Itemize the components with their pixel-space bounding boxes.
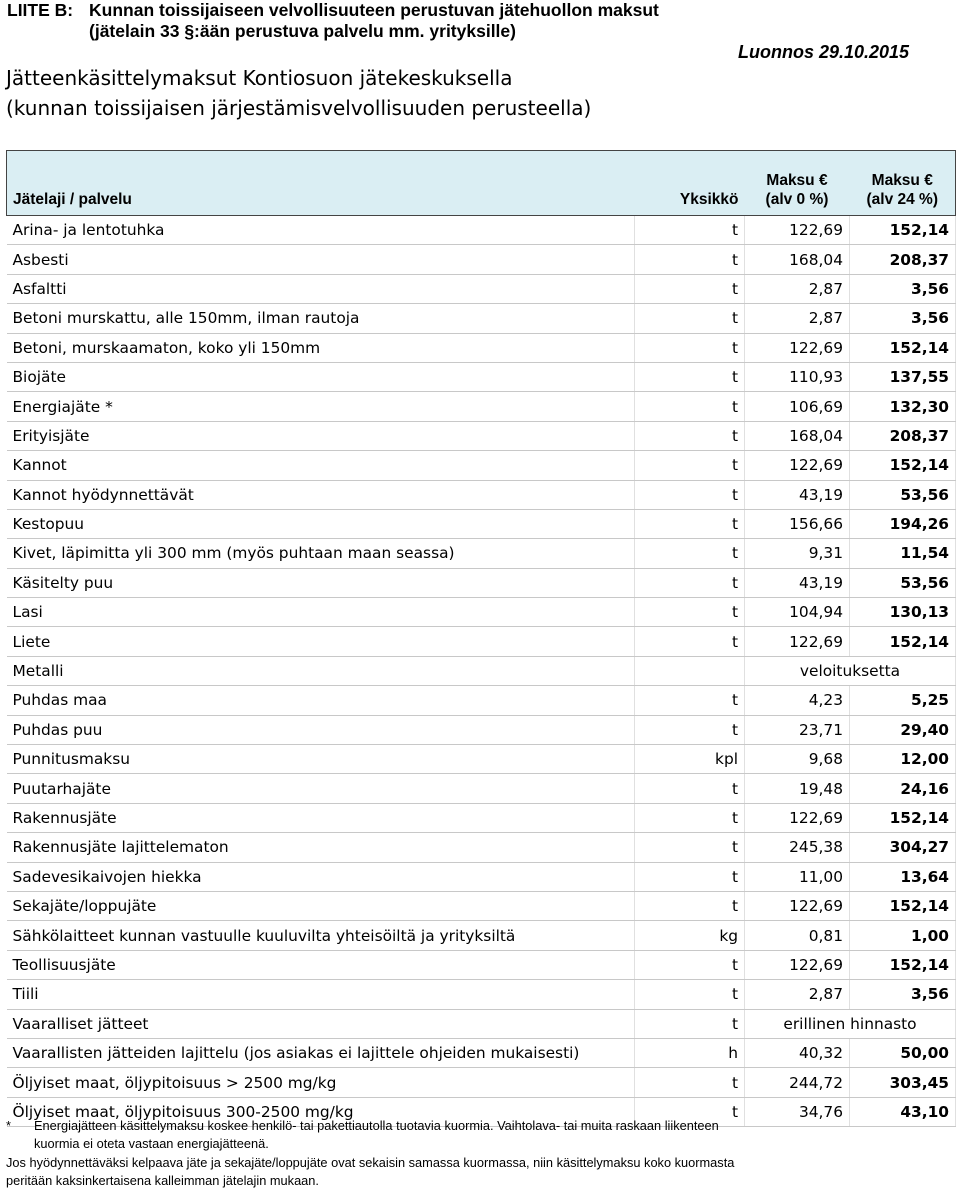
waste-type-cell: Puhdas puu	[7, 715, 635, 744]
table-row	[7, 627, 956, 656]
table-row	[7, 686, 956, 715]
waste-type-cell: Kannot	[7, 451, 635, 480]
footnote-mixed-line2: peritään kaksinkertaisena kalleimman jätelajin mukaan.	[6, 1173, 319, 1188]
unit-cell: t	[635, 1097, 745, 1126]
unit-cell: t	[635, 216, 745, 245]
footnote-mixed-load	[6, 1154, 906, 1190]
price-net-cell: 23,71	[745, 715, 850, 744]
price-gross-cell: 303,45	[850, 1068, 956, 1097]
price-net-cell: 43,19	[745, 480, 850, 509]
table-row	[7, 803, 956, 832]
waste-type-cell: Vaarallisten jätteiden lajittelu (jos asiakas ei lajittele ohjeiden mukaisesti)	[7, 1038, 635, 1067]
unit-cell: t	[635, 598, 745, 627]
table-row	[7, 774, 956, 803]
table-row	[7, 1068, 956, 1097]
price-gross-cell: 50,00	[850, 1038, 956, 1067]
appendix-header	[7, 0, 767, 21]
waste-type-cell: Puutarhajäte	[7, 774, 635, 803]
price-net-cell: 40,32	[745, 1038, 850, 1067]
price-net-cell: 122,69	[745, 627, 850, 656]
price-net-cell: 19,48	[745, 774, 850, 803]
price-gross-cell: 194,26	[850, 509, 956, 538]
table-row	[7, 274, 956, 303]
waste-type-cell: Öljyiset maat, öljypitoisuus 300-2500 mg/kg	[7, 1097, 635, 1126]
price-gross-cell: 152,14	[850, 451, 956, 480]
price-gross-cell: 3,56	[850, 274, 956, 303]
price-net-cell: 43,19	[745, 568, 850, 597]
waste-type-cell: Betoni, murskaamaton, koko yli 150mm	[7, 333, 635, 362]
waste-type-cell: Erityisjäte	[7, 421, 635, 450]
price-gross-cell: 29,40	[850, 715, 956, 744]
table-row	[7, 216, 956, 245]
price-gross-cell: 3,56	[850, 304, 956, 333]
unit-cell: t	[635, 421, 745, 450]
waste-type-cell: Kivet, läpimitta yli 300 mm (myös puhtaan maan seassa)	[7, 539, 635, 568]
waste-type-cell: Metalli	[7, 656, 635, 685]
page-title: Jätteenkäsittelymaksut Kontiosuon jätekeskuksella	[6, 66, 513, 90]
price-net-cell: 104,94	[745, 598, 850, 627]
table-row	[7, 362, 956, 391]
col-header-price-gross-line1: Maksu €	[871, 172, 933, 189]
table-row	[7, 921, 956, 950]
draft-date: Luonnos 29.10.2015	[738, 42, 910, 62]
table-row	[7, 421, 956, 450]
unit-cell: t	[635, 333, 745, 362]
table-row	[7, 656, 956, 685]
col-header-price-gross	[850, 151, 956, 216]
waste-type-cell: Energiajäte *	[7, 392, 635, 421]
unit-cell: t	[635, 392, 745, 421]
table-row	[7, 745, 956, 774]
price-net-cell: 156,66	[745, 509, 850, 538]
price-note-cell: veloituksetta	[745, 656, 956, 685]
waste-type-cell: Asbesti	[7, 245, 635, 274]
price-gross-cell: 12,00	[850, 745, 956, 774]
price-net-cell: 110,93	[745, 362, 850, 391]
waste-type-cell: Puhdas maa	[7, 686, 635, 715]
price-gross-cell: 53,56	[850, 480, 956, 509]
waste-type-cell: Betoni murskattu, alle 150mm, ilman rautoja	[7, 304, 635, 333]
table-header-row	[7, 151, 956, 216]
table-row	[7, 598, 956, 627]
table-row	[7, 862, 956, 891]
col-header-waste-type: Jätelaji / palvelu	[7, 151, 635, 216]
footnote-energy	[6, 1117, 906, 1153]
table-row	[7, 245, 956, 274]
waste-type-cell: Öljyiset maat, öljypitoisuus > 2500 mg/kg	[7, 1068, 635, 1097]
price-gross-cell: 13,64	[850, 862, 956, 891]
appendix-title-line2: (jätelain 33 §:ään perustuva palvelu mm. yrityksille)	[89, 21, 516, 41]
waste-type-cell: Rakennusjäte lajittelematon	[7, 833, 635, 862]
table-row	[7, 392, 956, 421]
waste-type-cell: Biojäte	[7, 362, 635, 391]
table-row	[7, 950, 956, 979]
footnote-star: *	[6, 1118, 11, 1133]
unit-cell: kpl	[635, 745, 745, 774]
waste-type-cell: Vaaralliset jätteet	[7, 1009, 635, 1038]
unit-cell: t	[635, 803, 745, 832]
price-gross-cell: 304,27	[850, 833, 956, 862]
waste-type-cell: Käsitelty puu	[7, 568, 635, 597]
price-gross-cell: 43,10	[850, 1097, 956, 1126]
waste-type-cell: Arina- ja lentotuhka	[7, 216, 635, 245]
price-gross-cell: 152,14	[850, 891, 956, 920]
price-gross-cell: 208,37	[850, 245, 956, 274]
appendix-title-line1: Kunnan toissijaiseen velvollisuuteen perustuvan jätehuollon maksut	[89, 0, 659, 20]
unit-cell: t	[635, 686, 745, 715]
waste-type-cell: Punnitusmaksu	[7, 745, 635, 774]
col-header-price-net	[745, 151, 850, 216]
price-net-cell: 0,81	[745, 921, 850, 950]
price-net-cell: 106,69	[745, 392, 850, 421]
table-row	[7, 891, 956, 920]
price-gross-cell: 132,30	[850, 392, 956, 421]
unit-cell: t	[635, 980, 745, 1009]
price-net-cell: 2,87	[745, 980, 850, 1009]
table-row	[7, 304, 956, 333]
unit-cell: t	[635, 1068, 745, 1097]
price-gross-cell: 53,56	[850, 568, 956, 597]
col-header-price-net-line2: (alv 0 %)	[765, 191, 829, 208]
waste-type-cell: Asfaltti	[7, 274, 635, 303]
unit-cell: t	[635, 862, 745, 891]
unit-cell: t	[635, 451, 745, 480]
price-net-cell: 2,87	[745, 304, 850, 333]
page-subtitle: (kunnan toissijaisen järjestämisvelvollisuuden perusteella)	[6, 96, 592, 120]
waste-type-cell: Kannot hyödynnettävät	[7, 480, 635, 509]
waste-type-cell: Liete	[7, 627, 635, 656]
price-net-cell: 168,04	[745, 245, 850, 274]
table-row	[7, 333, 956, 362]
price-note-cell: erillinen hinnasto	[745, 1009, 956, 1038]
table-row	[7, 539, 956, 568]
unit-cell: t	[635, 245, 745, 274]
col-header-unit: Yksikkö	[635, 151, 745, 216]
col-header-price-net-line1: Maksu €	[766, 172, 828, 189]
unit-cell	[635, 656, 745, 685]
waste-type-cell: Teollisuusjäte	[7, 950, 635, 979]
unit-cell: t	[635, 774, 745, 803]
table-row	[7, 1009, 956, 1038]
price-net-cell: 11,00	[745, 862, 850, 891]
unit-cell: t	[635, 509, 745, 538]
unit-cell: t	[635, 950, 745, 979]
price-net-cell: 245,38	[745, 833, 850, 862]
waste-type-cell: Kestopuu	[7, 509, 635, 538]
price-net-cell: 122,69	[745, 333, 850, 362]
waste-type-cell: Rakennusjäte	[7, 803, 635, 832]
unit-cell: t	[635, 480, 745, 509]
price-net-cell: 9,31	[745, 539, 850, 568]
waste-type-cell: Sadevesikaivojen hiekka	[7, 862, 635, 891]
waste-type-cell: Sähkölaitteet kunnan vastuulle kuuluvilta yhteisöiltä ja yrityksiltä	[7, 921, 635, 950]
waste-type-cell: Tiili	[7, 980, 635, 1009]
table-row	[7, 451, 956, 480]
price-net-cell: 244,72	[745, 1068, 850, 1097]
unit-cell: t	[635, 891, 745, 920]
table-row	[7, 480, 956, 509]
table-row	[7, 980, 956, 1009]
price-gross-cell: 130,13	[850, 598, 956, 627]
unit-cell: t	[635, 362, 745, 391]
unit-cell: t	[635, 715, 745, 744]
price-net-cell: 2,87	[745, 274, 850, 303]
price-gross-cell: 208,37	[850, 421, 956, 450]
price-gross-cell: 137,55	[850, 362, 956, 391]
footnote-energy-line2: kuormia ei oteta vastaan energiajätteenä.	[34, 1136, 269, 1151]
waste-type-cell: Lasi	[7, 598, 635, 627]
price-net-cell: 122,69	[745, 891, 850, 920]
table-row	[7, 1038, 956, 1067]
footnote-energy-line1: Energiajätteen käsittelymaksu koskee henkilö- tai pakettiautolla tuotavia kuormia. Vaihtolava- tai muita raskaan liikenteen	[34, 1118, 719, 1133]
price-net-cell: 168,04	[745, 421, 850, 450]
price-gross-cell: 3,56	[850, 980, 956, 1009]
price-net-cell: 122,69	[745, 216, 850, 245]
price-gross-cell: 1,00	[850, 921, 956, 950]
unit-cell: t	[635, 274, 745, 303]
price-net-cell: 34,76	[745, 1097, 850, 1126]
price-net-cell: 122,69	[745, 451, 850, 480]
unit-cell: kg	[635, 921, 745, 950]
price-gross-cell: 24,16	[850, 774, 956, 803]
unit-cell: t	[635, 1009, 745, 1038]
price-gross-cell: 152,14	[850, 216, 956, 245]
price-gross-cell: 11,54	[850, 539, 956, 568]
unit-cell: t	[635, 539, 745, 568]
table-row	[7, 509, 956, 538]
price-net-cell: 122,69	[745, 803, 850, 832]
table-row	[7, 715, 956, 744]
appendix-label: LIITE B:	[7, 0, 74, 20]
unit-cell: t	[635, 833, 745, 862]
price-gross-cell: 5,25	[850, 686, 956, 715]
price-gross-cell: 152,14	[850, 627, 956, 656]
price-gross-cell: 152,14	[850, 950, 956, 979]
col-header-price-gross-line2: (alv 24 %)	[866, 191, 938, 208]
price-net-cell: 4,23	[745, 686, 850, 715]
unit-cell: h	[635, 1038, 745, 1067]
price-gross-cell: 152,14	[850, 803, 956, 832]
unit-cell: t	[635, 627, 745, 656]
footnote-mixed-line1: Jos hyödynnettäväksi kelpaava jäte ja sekajäte/loppujäte ovat sekaisin samassa kuormassa, niin käsittelymaksu koko kuormasta	[6, 1155, 735, 1170]
price-gross-cell: 152,14	[850, 333, 956, 362]
table-row	[7, 833, 956, 862]
price-net-cell: 9,68	[745, 745, 850, 774]
fee-table	[6, 150, 956, 1127]
price-net-cell: 122,69	[745, 950, 850, 979]
waste-type-cell: Sekajäte/loppujäte	[7, 891, 635, 920]
unit-cell: t	[635, 304, 745, 333]
unit-cell: t	[635, 568, 745, 597]
table-row	[7, 568, 956, 597]
